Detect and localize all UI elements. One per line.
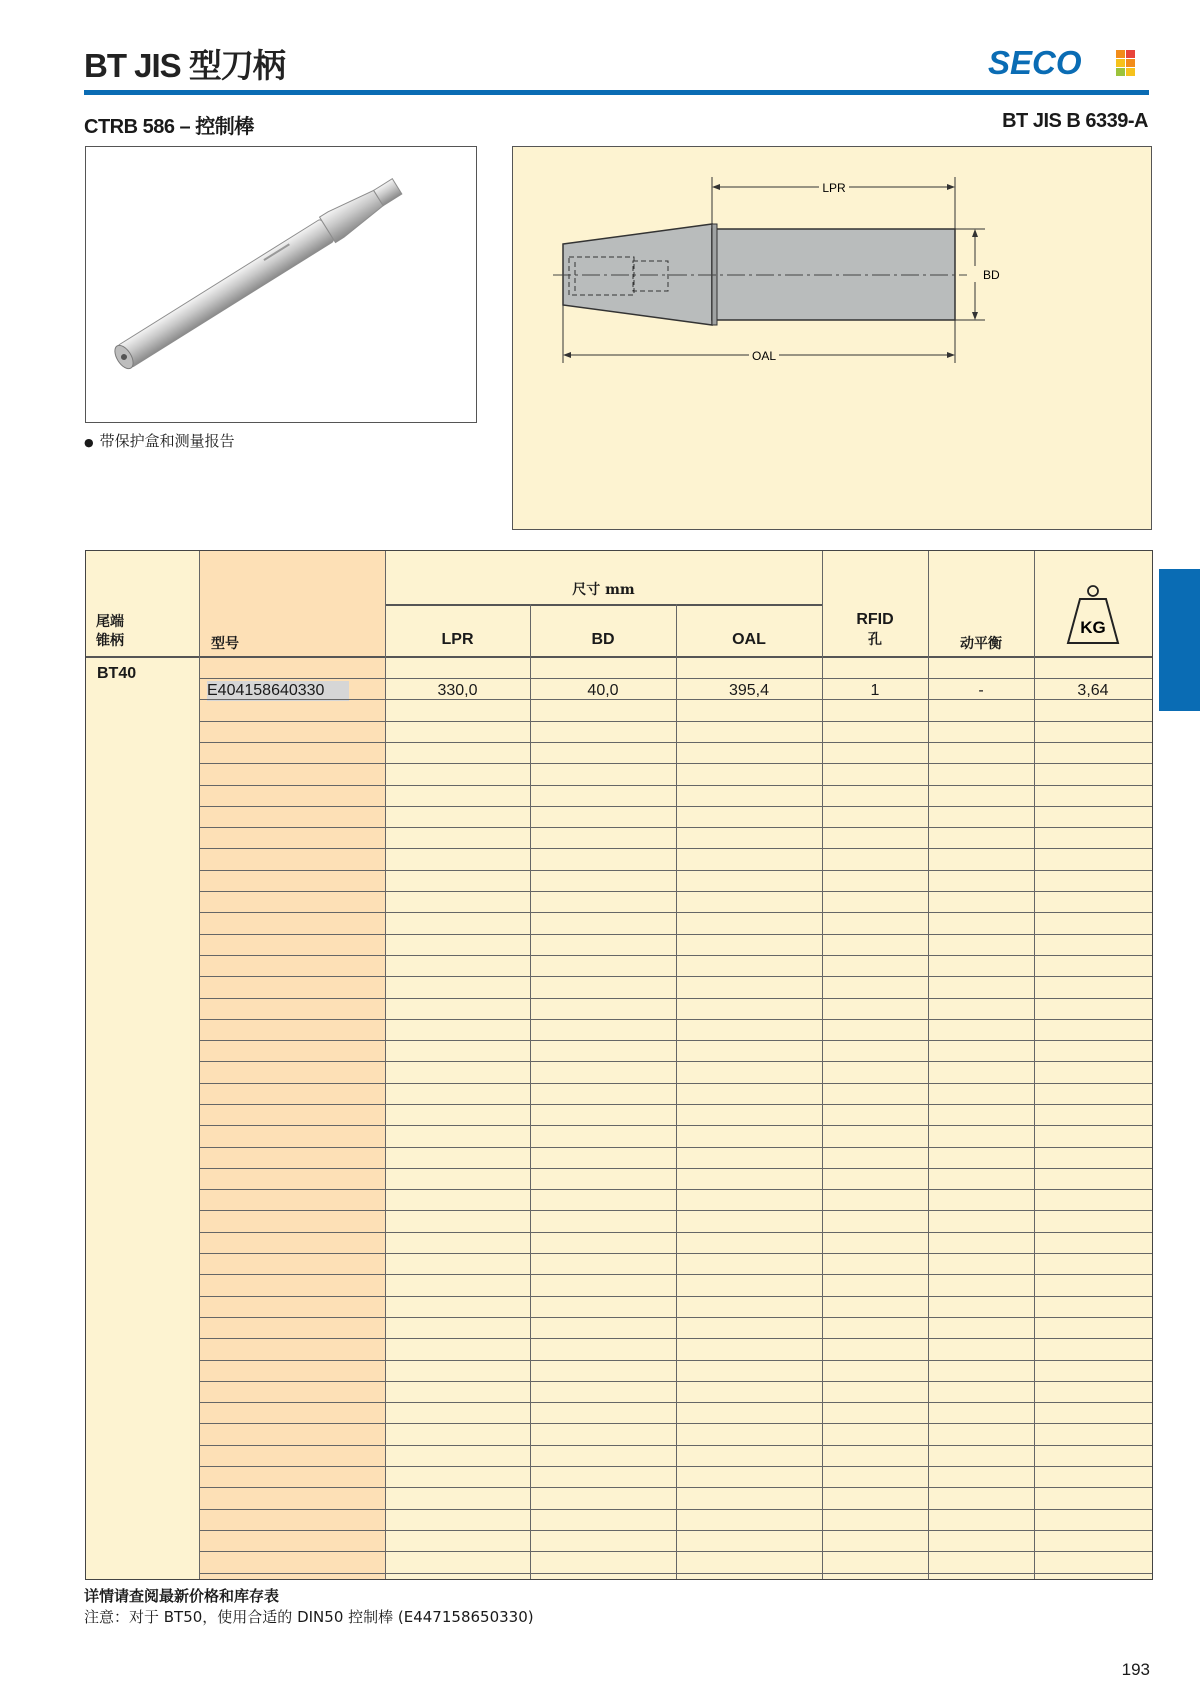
table-row-rule [199,827,1152,828]
technical-drawing [512,146,1152,530]
row-lpr: 330,0 [437,682,478,699]
table-row-rule [199,699,1152,700]
table-row-rule [199,1061,1152,1062]
header-divider [86,656,1152,658]
type-header: 型号 [211,636,239,652]
brand-logo [988,46,1148,80]
dims-group-divider [385,604,822,606]
table-row-rule [199,1487,1152,1488]
footer-note: 详情请查阅最新价格和库存表 [84,1587,280,1605]
table-row-rule [199,870,1152,871]
table-row-rule [199,1317,1152,1318]
header-rule [84,90,1149,95]
bd-header: BD [591,631,615,648]
footer-remark: 注意：对于 BT50，使用合适的 DIN50 控制棒 (E447158650330) [84,1608,534,1626]
table-row-rule [199,806,1152,807]
table-row-rule [199,912,1152,913]
row-oal: 395,4 [728,682,770,699]
table-row-rule [199,998,1152,999]
table-row-rule [199,1338,1152,1339]
table-row-rule [199,721,1152,722]
row-code[interactable]: E404158640330 [207,682,325,699]
product-table [85,550,1153,1580]
table-row-rule [199,1168,1152,1169]
table-row-rule [199,1019,1152,1020]
table-row-rule [199,934,1152,935]
table-row-rule [199,1381,1152,1382]
row-rfid: 1 [870,682,880,699]
lpr-dimension-label: LPR [822,181,846,195]
table-row-rule [199,1573,1152,1574]
table-row-rule [199,785,1152,786]
section-tab [1159,569,1200,711]
oal-dimension-label: OAL [751,349,777,363]
type-column-shading [199,551,385,1579]
table-row-rule [199,955,1152,956]
product-note [84,430,235,451]
table-row-rule [199,1551,1152,1552]
table-row-rule [199,1253,1152,1254]
control-bar-illustration [86,147,476,422]
table-row-rule [199,1040,1152,1041]
product-photo [85,146,477,423]
table-row-rule [199,1530,1152,1531]
table-row-rule [199,1296,1152,1297]
table-row-rule [199,1232,1152,1233]
table-row-rule [199,848,1152,849]
row-balance: - [978,682,984,699]
table-row-rule [199,1509,1152,1510]
group-label: BT40 [97,665,137,682]
product-subtitle: CTRB 586 – 控制棒 [84,116,254,138]
weight-header [1034,581,1152,656]
weight-kg-icon-label: KG [1080,618,1106,637]
table-row-rule [199,678,1152,679]
table-row-rule [199,891,1152,892]
table-row-rule [199,1147,1152,1148]
row-bd: 40,0 [587,682,619,699]
balance-header: 动平衡 [960,636,1002,652]
bullet-icon: ● [84,435,94,449]
rfid-header: RFID 孔 [856,611,894,648]
table-row-rule [199,1189,1152,1190]
lpr-header: LPR [441,631,474,648]
table-row-rule [199,742,1152,743]
bd-dimension-label: BD [983,268,1000,282]
row-weight: 3,64 [1077,682,1109,699]
table-row-rule [199,1104,1152,1105]
table-row-rule [199,1445,1152,1446]
product-note-text: 带保护盒和测量报告 [99,432,235,450]
table-row-rule [199,1274,1152,1275]
page-number: 193 [1121,1660,1150,1679]
standard-label: BT JIS B 6339-A [1002,110,1148,132]
table-row-rule [199,1125,1152,1126]
end-header: 尾端 锥柄 [96,614,124,649]
dims-group-header: 尺寸 mm [572,582,635,598]
table-row-rule [199,1423,1152,1424]
page-title: BT JIS 型刀柄 [84,47,285,84]
table-row-rule [199,1360,1152,1361]
brand-logo-text: SECO [988,46,1082,80]
table-row-rule [199,1402,1152,1403]
table-row-rule [199,976,1152,977]
weight-kg-icon [1058,581,1128,651]
table-row-rule [199,1466,1152,1467]
table-row-rule [199,763,1152,764]
table-row-rule [199,1210,1152,1211]
table-row-rule [199,1083,1152,1084]
oal-header: OAL [732,631,766,648]
